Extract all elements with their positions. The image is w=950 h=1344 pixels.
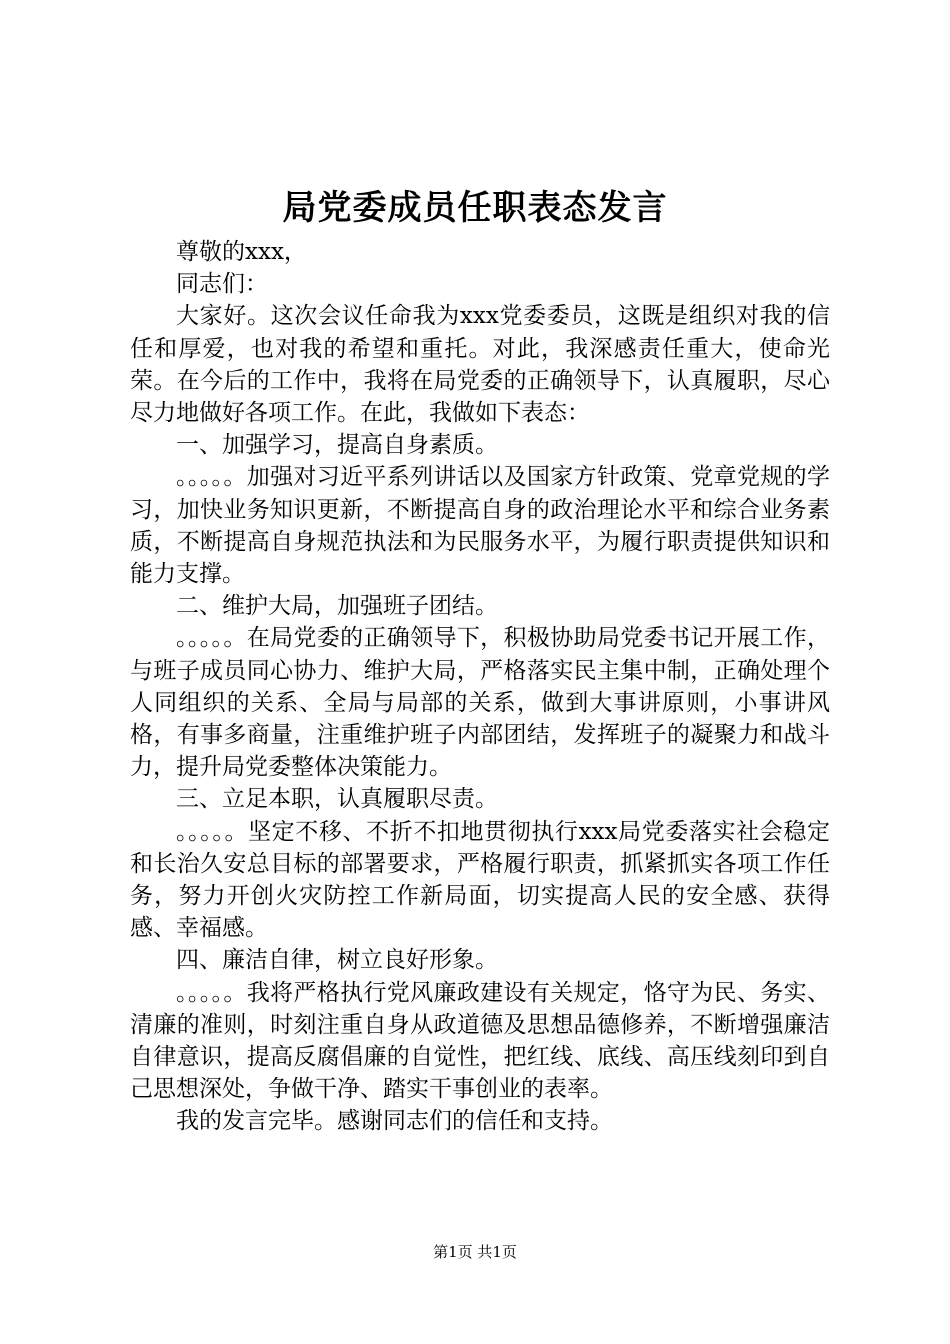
section-heading: 一、加强学习，提高自身素质。 xyxy=(176,432,498,459)
intro-paragraph: 大家好。这次会议任命我为xxx党委委员，这既是组织对我的信任和厚爱，也对我的希望和重托。对此，我深感责任重大，使命光荣。在今后的工作中，我将在局党委的正确领导下，认真履职，尽心尽力地做好各项工作。在此，我做如下表态： xyxy=(130,303,830,427)
document-title: 局党委成员任职表态发言 xyxy=(282,188,668,228)
section-heading: 四、廉洁自律，树立良好形象。 xyxy=(176,947,498,974)
closing-paragraph: 我的发言完毕。感谢同志们的信任和支持。 xyxy=(176,1108,613,1135)
salutation-line: 尊敬的xxx， xyxy=(176,239,307,265)
section-paragraph: 。。。。。加强对习近平系列讲话以及国家方针政策、党章党规的学习，加快业务知识更新，不断提高自身的政治理论水平和综合业务素质，不断提高自身规范执法和为民服务水平，为履行职责提供知识和能力支撑。 xyxy=(130,464,830,588)
section-paragraph: 。。。。。在局党委的正确领导下，积极协助局党委书记开展工作，与班子成员同心协力、维护大局，严格落实民主集中制，正确处理个人同组织的关系、全局与局部的关系，做到大事讲原则，小事讲风格，有事多商量，注重维护班子内部团结，发挥班子的凝聚力和战斗力，提升局党委整体决策能力。 xyxy=(130,625,830,781)
section-paragraph: 。。。。。我将严格执行党风廉政建设有关规定，恪守为民、务实、清廉的准则，时刻注重自身从政道德及思想品德修养，不断增强廉洁自律意识，提高反腐倡廉的自觉性，把红线、底线、高压线刻印到自己思想深处，争做干净、踏实干事创业的表率。 xyxy=(130,979,830,1103)
section-heading: 三、立足本职，认真履职尽责。 xyxy=(176,786,498,813)
section-paragraph: 。。。。。坚定不移、不折不扣地贯彻执行xxx局党委落实社会稳定和长治久安总目标的部署要求，严格履行职责，抓紧抓实各项工作任务，努力开创火灾防控工作新局面，切实提高人民的安全感、获得感、幸福感。 xyxy=(130,818,830,942)
document-body xyxy=(130,236,830,1138)
section-heading: 二、维护大局，加强班子团结。 xyxy=(176,593,498,620)
page-number-footer: 第1页 共1页 xyxy=(433,1243,517,1261)
salutation-line: 同志们： xyxy=(176,271,268,298)
